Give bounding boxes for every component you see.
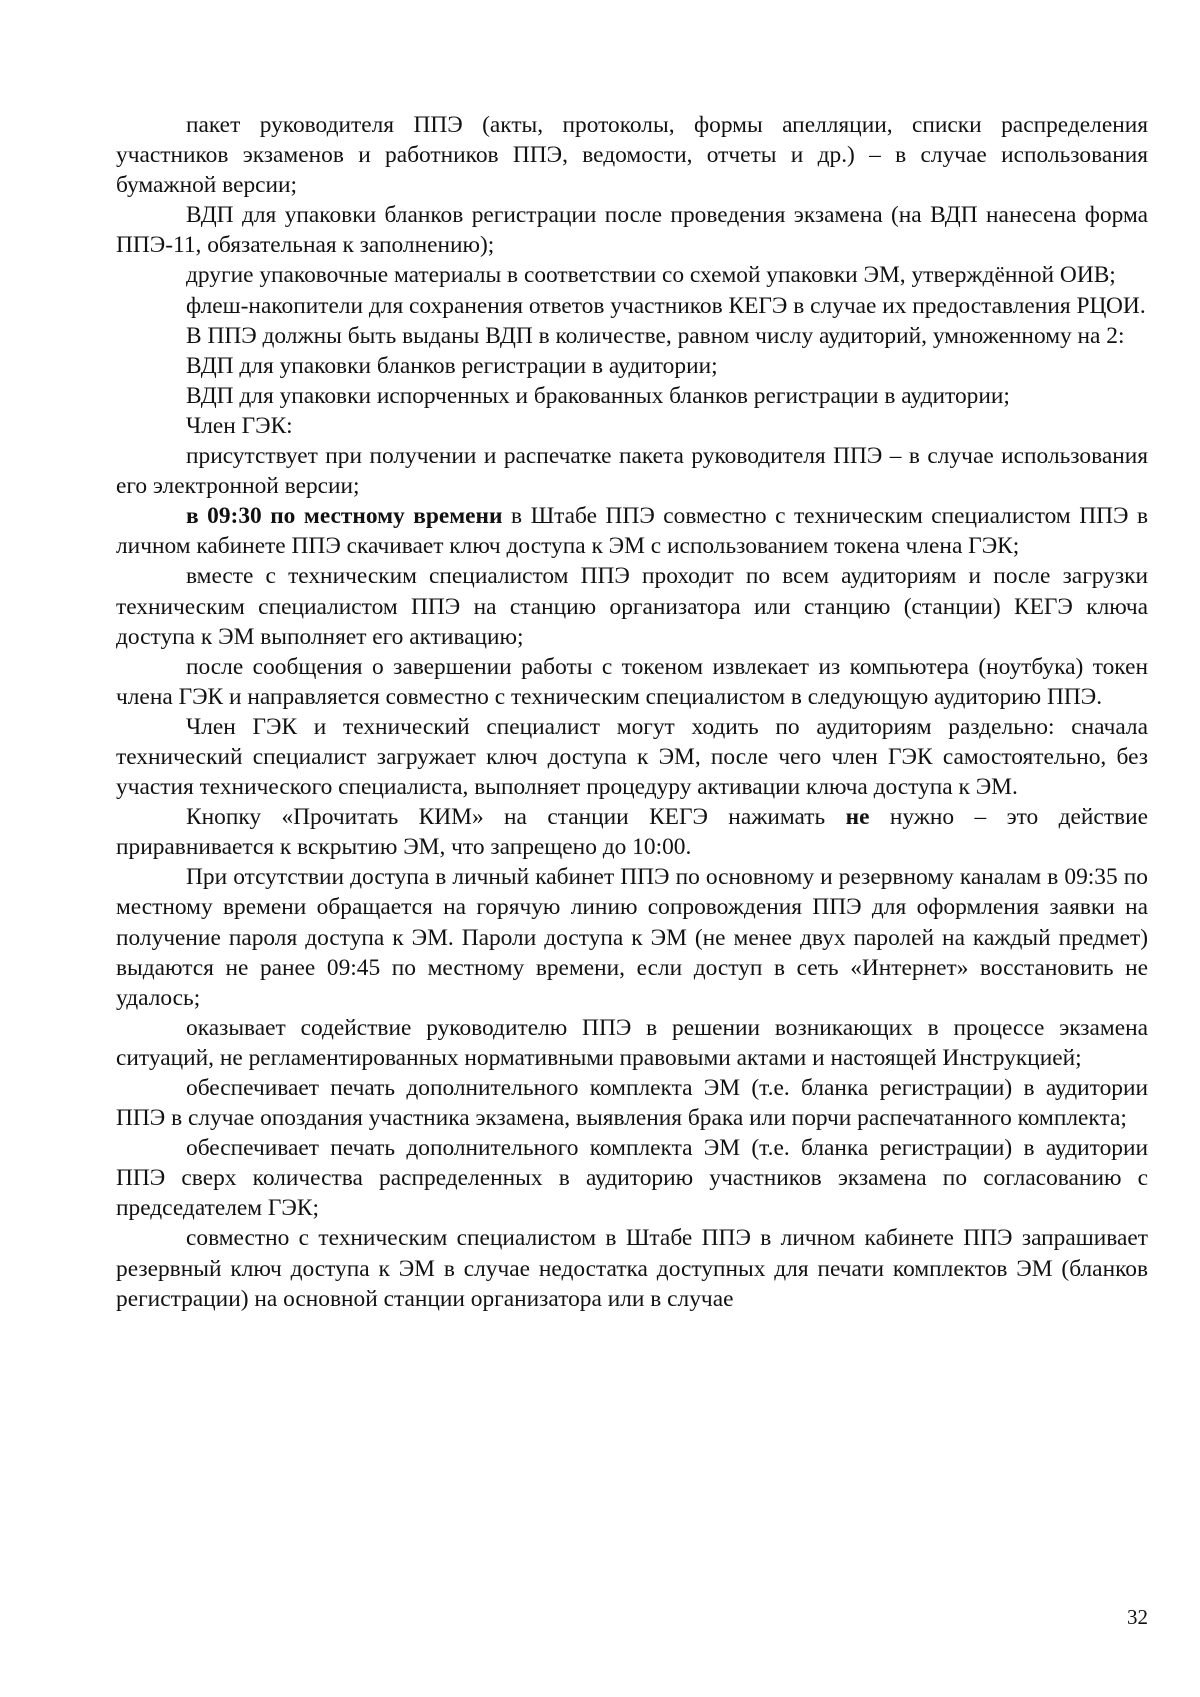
paragraph-vdp-registration-forms: ВДП для упаковки бланков регистрации после проведения экзамена (на ВДП нанесена форма ППЭ-11, обязательная к заполнению);	[116, 202, 1148, 259]
paragraph-separate-rounds: Член ГЭК и технический специалист могут ходить по аудиториям раздельно: сначала технический специалист загружает ключ доступа к ЭМ, после чего член ГЭК самостоятельно, без участия технического специалиста, выполняет процедуру активации ключа доступа к ЭМ.	[116, 713, 1148, 801]
paragraph-attends-printing: присутствует при получении и распечатке пакета руководителя ППЭ – в случае использования его электронной версии;	[116, 443, 1148, 500]
paragraph-reserve-key: совместно с техническим специалистом в Штабе ППЭ в личном кабинете ППЭ запрашивает резервный ключ доступа к ЭМ в случае недостатка доступных для печати комплектов ЭМ (бланков регистрации) на основной станции организатора или в случае	[116, 1225, 1148, 1312]
page-number: 32	[1127, 1605, 1148, 1629]
paragraph-other-packaging: другие упаковочные материалы в соответствии со схемой упаковки ЭМ, утверждённой ОИВ;	[186, 262, 1116, 289]
paragraph-leader-package: пакет руководителя ППЭ (акты, протоколы, формы апелляции, списки распределения участников экзаменов и работников ППЭ, ведомости, отчеты и др.) – в случае использования бумажной версии;	[116, 112, 1148, 199]
paragraph-no-access-hotline: При отсутствии доступа в личный кабинет ППЭ по основному и резервному каналам в 09:35 по местному времени обращается на горячую линию сопровождения ППЭ для оформления заявки на получение пароля доступа к ЭМ. Пароли доступа к ЭМ (не менее двух паролей на каждый предмет) выдаются не ранее 09:45 по местному времени, если доступ в сеть «Интернет» восстановить не удалось;	[116, 864, 1148, 1011]
paragraph-assistance: оказывает содействие руководителю ППЭ в решении возникающих в процессе экзамена ситуаций, не регламентированных нормативными правовыми актами и настоящей Инструкцией;	[116, 1014, 1148, 1071]
read-kim-text-before: Кнопку «Прочитать КИМ» на станции КЕГЭ нажимать	[186, 804, 846, 831]
key-download-time: в 09:30 по местному времени	[186, 503, 503, 530]
paragraph-vdp-auditorium: ВДП для упаковки бланков регистрации в аудитории;	[186, 352, 718, 379]
paragraph-extra-print-agreement: обеспечивает печать дополнительного комплекта ЭМ (т.е. бланка регистрации) в аудитории ППЭ сверх количества распределенных в аудиторию участников экзамена по согласованию с председателем ГЭК;	[116, 1135, 1148, 1222]
paragraph-vdp-quantity: В ППЭ должны быть выданы ВДП в количестве, равном числу аудиторий, умноженному на 2:	[186, 322, 1125, 349]
paragraph-token-removal: после сообщения о завершении работы с токеном извлекает из компьютера (ноутбука) токен члена ГЭК и направляется совместно с техническим специалистом в следующую аудиторию ППЭ.	[116, 653, 1148, 710]
paragraph-key-activation: вместе с техническим специалистом ППЭ проходит по всем аудиториям и после загрузки техническим специалистом ППЭ на станцию организатора или станцию (станции) КЕГЭ ключа доступа к ЭМ выполняет его активацию;	[116, 563, 1148, 650]
document-body	[116, 110, 1148, 1314]
paragraph-flash-drives: флеш-накопители для сохранения ответов участников КЕГЭ в случае их предоставления РЦОИ.	[186, 292, 1146, 319]
paragraph-read-kim-warning	[116, 802, 1148, 862]
key-download-text: в Штабе ППЭ совместно с техническим специалистом ППЭ в личном кабинете ППЭ скачивает ключ доступа к ЭМ с использованием токена члена ГЭК;	[116, 503, 1148, 560]
paragraph-vdp-defective: ВДП для упаковки испорченных и бракованных бланков регистрации в аудитории;	[186, 382, 1010, 409]
read-kim-not: не	[845, 804, 870, 831]
read-kim-text-after: нужно – это действие приравнивается к вскрытию ЭМ, что запрещено до 10:00.	[116, 804, 1148, 861]
paragraph-gek-member-heading: Член ГЭК:	[186, 412, 293, 439]
paragraph-key-download	[116, 501, 1148, 561]
paragraph-extra-print-late: обеспечивает печать дополнительного комплекта ЭМ (т.е. бланка регистрации) в аудитории ППЭ в случае опоздания участника экзамена, выявления брака или порчи распечатанного комплекта;	[116, 1075, 1148, 1132]
